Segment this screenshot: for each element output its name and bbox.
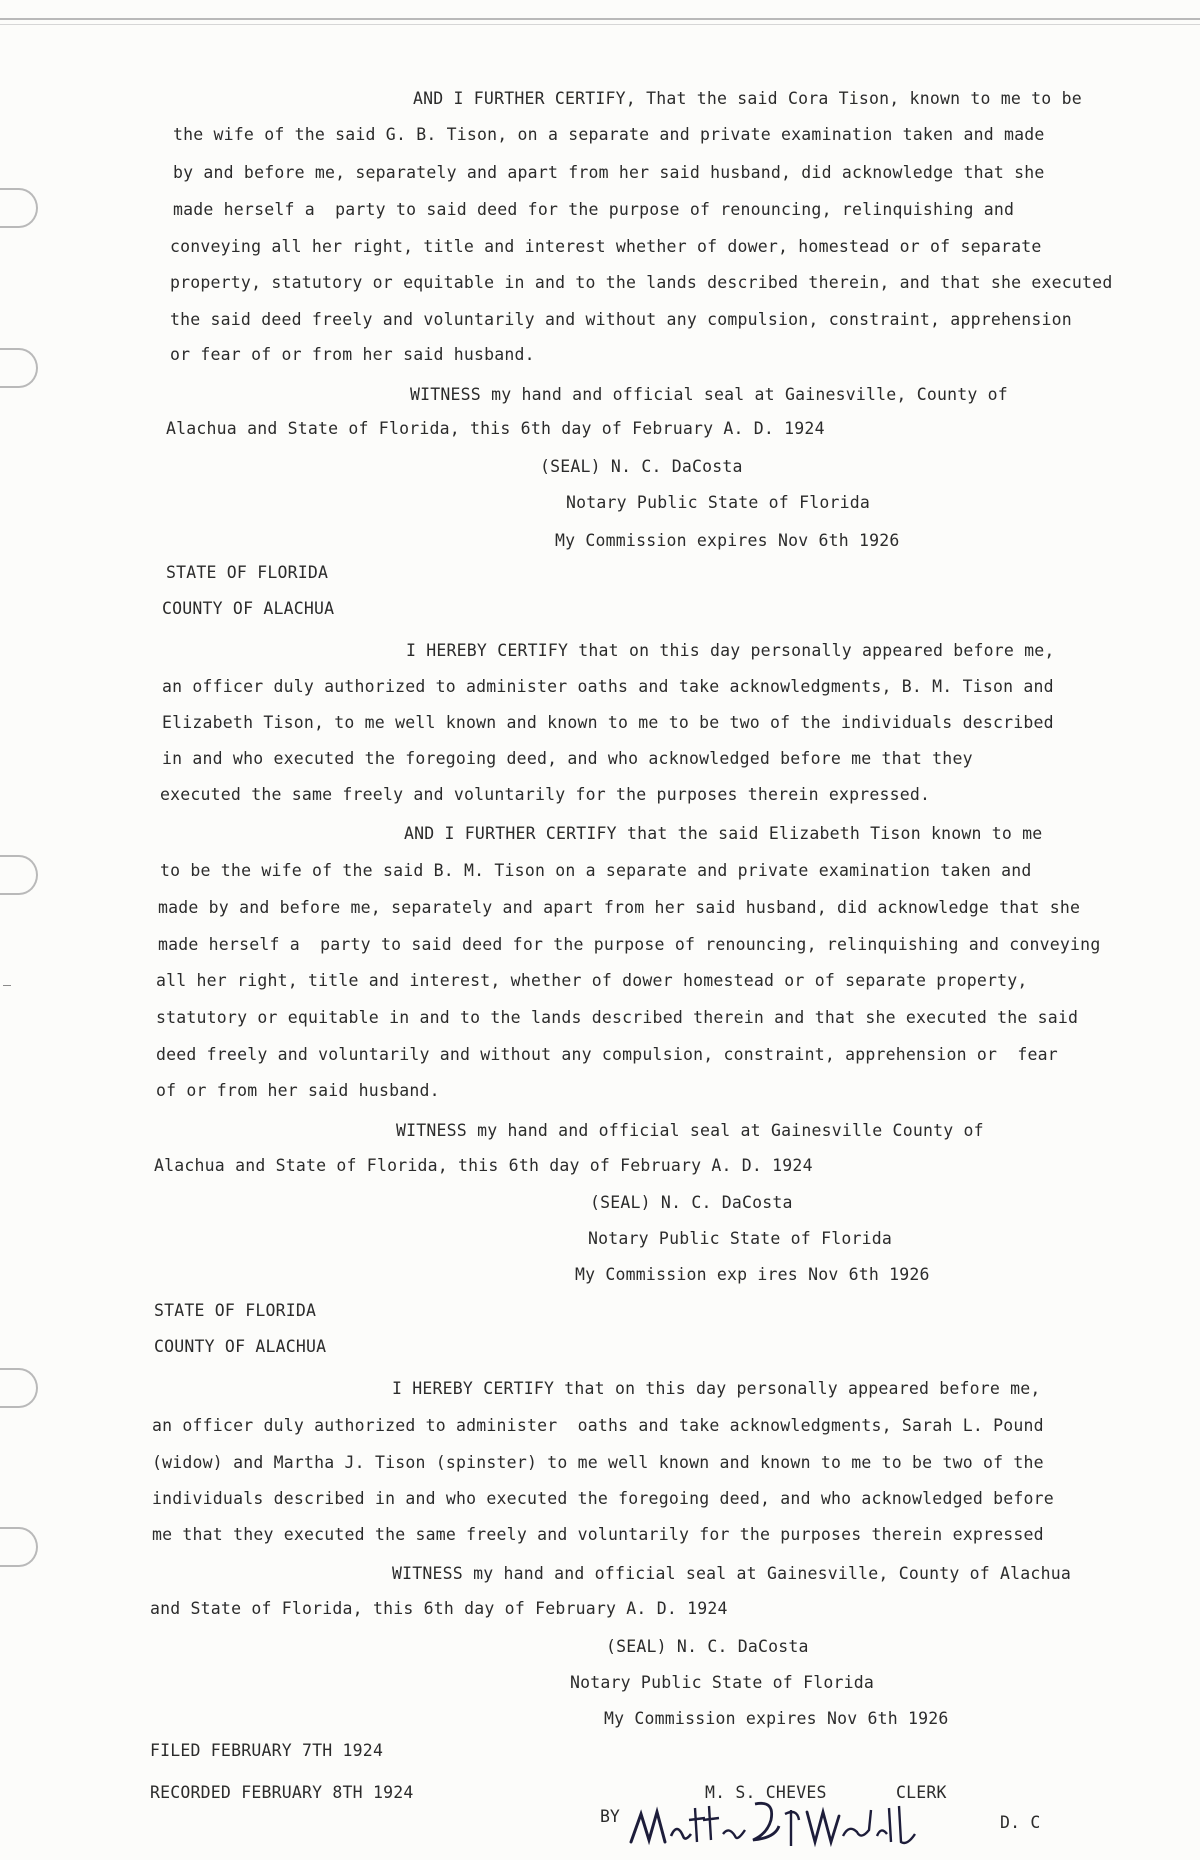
filed-date: FILED FEBRUARY 7TH 1924	[150, 1741, 384, 1760]
text-line: conveying all her right, title and interest whether of dower, homestead or of separate	[170, 237, 1042, 256]
text-line: an officer duly authorized to administer oaths and take acknowledgments, Sarah L. Pound	[152, 1416, 1044, 1435]
punch-hole	[0, 348, 38, 388]
text-line: made by and before me, separately and apart from her said husband, did acknowledge that she	[158, 898, 1081, 917]
notary-seal: (SEAL) N. C. DaCosta	[590, 1193, 793, 1212]
county-heading: COUNTY OF ALACHUA	[162, 599, 335, 618]
text-line: WITNESS my hand and official seal at Gainesville, County of	[410, 385, 1008, 404]
county-heading: COUNTY OF ALACHUA	[154, 1337, 327, 1356]
notary-title: Notary Public State of Florida	[570, 1673, 875, 1692]
punch-hole	[0, 188, 38, 228]
text-line: all her right, title and interest, whether of dower homestead or of separate property,	[156, 971, 1028, 990]
clerk-title: CLERK	[896, 1783, 947, 1802]
text-line: made herself a party to said deed for the purpose of renouncing, relinquishing and conveying	[158, 935, 1101, 954]
commission-expiry: My Commission expires Nov 6th 1926	[555, 531, 900, 550]
commission-expiry: My Commission expires Nov 6th 1926	[604, 1709, 949, 1728]
text-line: I HEREBY CERTIFY that on this day personally appeared before me,	[392, 1379, 1041, 1398]
text-line: property, statutory or equitable in and to the lands described therein, and that she executed	[170, 273, 1113, 292]
text-line: in and who executed the foregoing deed, and who acknowledged before me that they	[162, 749, 973, 768]
notary-title: Notary Public State of Florida	[588, 1229, 893, 1248]
state-heading: STATE OF FLORIDA	[166, 563, 329, 582]
signature-by-label: BY	[600, 1807, 620, 1826]
text-line: and State of Florida, this 6th day of February A. D. 1924	[150, 1599, 728, 1618]
handwritten-signature	[625, 1790, 920, 1860]
text-line: by and before me, separately and apart from her said husband, did acknowledge that she	[173, 163, 1045, 182]
punch-hole	[0, 1368, 38, 1408]
text-line: WITNESS my hand and official seal at Gainesville, County of Alachua	[392, 1564, 1071, 1583]
text-line: individuals described in and who executed the foregoing deed, and who acknowledged before	[152, 1489, 1054, 1508]
text-line: of or from her said husband.	[156, 1081, 440, 1100]
clerk-name: M. S. CHEVES	[705, 1783, 827, 1802]
text-line: Alachua and State of Florida, this 6th day of February A. D. 1924	[154, 1156, 813, 1175]
top-rule-secondary	[0, 24, 1200, 25]
text-line: executed the same freely and voluntarily for the purposes therein expressed.	[160, 785, 931, 804]
text-line: Alachua and State of Florida, this 6th day of February A. D. 1924	[166, 419, 825, 438]
top-rule	[0, 18, 1200, 20]
text-line: to be the wife of the said B. M. Tison on a separate and private examination taken and	[160, 861, 1032, 880]
text-line: or fear of or from her said husband.	[170, 345, 535, 364]
text-line: me that they executed the same freely and voluntarily for the purposes therein expressed	[152, 1525, 1044, 1544]
text-line: the said deed freely and voluntarily and without any compulsion, constraint, apprehension	[170, 310, 1072, 329]
notary-seal: (SEAL) N. C. DaCosta	[540, 457, 743, 476]
text-line: made herself a party to said deed for the purpose of renouncing, relinquishing and	[173, 200, 1015, 219]
text-line: an officer duly authorized to administer oaths and take acknowledgments, B. M. Tison and	[162, 677, 1054, 696]
recorded-date: RECORDED FEBRUARY 8TH 1924	[150, 1783, 414, 1802]
notary-seal: (SEAL) N. C. DaCosta	[606, 1637, 809, 1656]
text-line: AND I FURTHER CERTIFY that the said Elizabeth Tison known to me	[404, 824, 1043, 843]
text-line: WITNESS my hand and official seal at Gainesville County of	[396, 1121, 984, 1140]
text-line: (widow) and Martha J. Tison (spinster) to me well known and known to me to be two of the	[152, 1453, 1044, 1472]
state-heading: STATE OF FLORIDA	[154, 1301, 317, 1320]
punch-hole	[0, 1527, 38, 1567]
text-line: I HEREBY CERTIFY that on this day personally appeared before me,	[406, 641, 1055, 660]
notary-title: Notary Public State of Florida	[566, 493, 871, 512]
text-line: deed freely and voluntarily and without any compulsion, constraint, apprehension or fear	[156, 1045, 1058, 1064]
text-line: the wife of the said G. B. Tison, on a separate and private examination taken and made	[173, 125, 1045, 144]
punch-hole	[0, 855, 38, 895]
margin-mark	[3, 985, 11, 986]
text-line: AND I FURTHER CERTIFY, That the said Cora Tison, known to me to be	[413, 89, 1082, 108]
text-line: statutory or equitable in and to the lands described therein and that she executed the said	[156, 1008, 1079, 1027]
text-line: Elizabeth Tison, to me well known and known to me to be two of the individuals described	[162, 713, 1054, 732]
commission-expiry: My Commission exp ires Nov 6th 1926	[575, 1265, 930, 1284]
deputy-clerk-label: D. C	[1000, 1813, 1041, 1832]
